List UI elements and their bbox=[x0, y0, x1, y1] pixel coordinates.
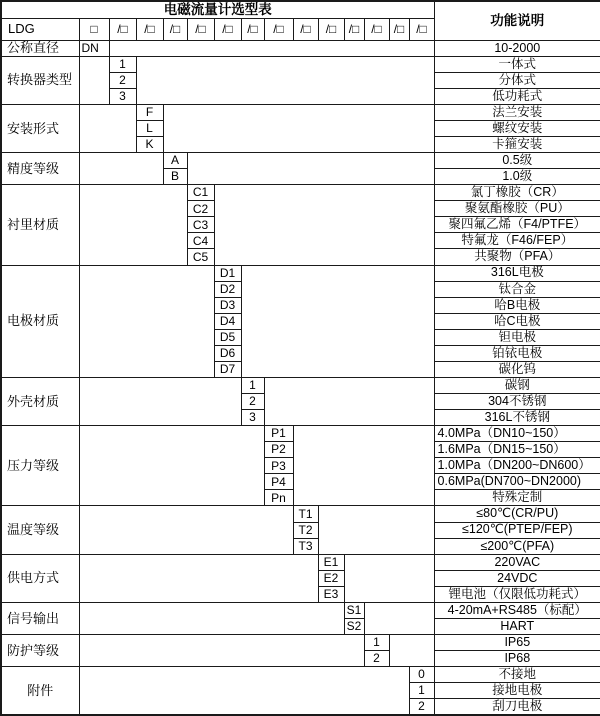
option-code: L bbox=[136, 120, 163, 136]
group-label: 外壳材质 bbox=[1, 377, 79, 425]
option-desc: 1.0级 bbox=[434, 169, 600, 185]
option-code: T3 bbox=[293, 538, 318, 554]
group-label: 温度等级 bbox=[1, 506, 79, 554]
option-desc: 1.0MPa（DN200~DN600） bbox=[434, 458, 600, 474]
option-desc: 一体式 bbox=[434, 56, 600, 72]
spacer-cell bbox=[79, 426, 264, 506]
spacer-cell bbox=[364, 602, 434, 634]
model-slot: /□ bbox=[109, 18, 136, 40]
model-slot: /□ bbox=[214, 18, 241, 40]
spacer-cell bbox=[344, 554, 434, 602]
option-code: 1 bbox=[241, 377, 264, 393]
option-desc: 220VAC bbox=[434, 554, 600, 570]
option-code: DN bbox=[79, 40, 109, 56]
model-slot: /□ bbox=[187, 18, 214, 40]
option-desc: 聚氨酯橡胶（PU） bbox=[434, 201, 600, 217]
spacer-cell bbox=[136, 56, 434, 104]
option-desc: 分体式 bbox=[434, 72, 600, 88]
option-code: T1 bbox=[293, 506, 318, 522]
group-label: 附件 bbox=[1, 667, 79, 715]
option-code: C2 bbox=[187, 201, 214, 217]
option-code: E2 bbox=[318, 570, 344, 586]
option-code: 2 bbox=[109, 72, 136, 88]
spacer-cell bbox=[79, 265, 214, 377]
spacer-cell bbox=[214, 185, 434, 265]
option-code: D6 bbox=[214, 345, 241, 361]
option-desc: 碳钢 bbox=[434, 377, 600, 393]
option-desc: 1.6MPa（DN15~150） bbox=[434, 442, 600, 458]
model-slot: /□ bbox=[163, 18, 187, 40]
option-desc: HART bbox=[434, 618, 600, 634]
option-desc: 4-20mA+RS485（标配） bbox=[434, 602, 600, 618]
model-first-box: □ bbox=[79, 18, 109, 40]
table-body bbox=[1, 1, 600, 715]
option-desc: 碳化钨 bbox=[434, 361, 600, 377]
option-desc: 共聚物（PFA） bbox=[434, 249, 600, 265]
option-desc: 0.6MPa(DN700~DN2000) bbox=[434, 474, 600, 490]
spacer-cell bbox=[79, 602, 344, 634]
spacer-cell bbox=[241, 265, 434, 377]
option-desc: 接地电极 bbox=[434, 683, 600, 699]
option-code: 0 bbox=[409, 667, 434, 683]
option-code: D1 bbox=[214, 265, 241, 281]
option-desc: 特氟龙（F46/FEP） bbox=[434, 233, 600, 249]
option-desc: ≤120℃(PTEP/FEP) bbox=[434, 522, 600, 538]
option-desc: 锂电池（仅限低功耗式） bbox=[434, 586, 600, 602]
spacer-cell bbox=[79, 554, 318, 602]
spacer-cell bbox=[293, 426, 434, 506]
option-desc: 0.5级 bbox=[434, 153, 600, 169]
option-desc: 铂铱电极 bbox=[434, 345, 600, 361]
option-code: S2 bbox=[344, 618, 364, 634]
spacer-cell bbox=[79, 153, 163, 185]
spacer-cell bbox=[109, 40, 434, 56]
option-desc: 聚四氟乙烯（F4/PTFE） bbox=[434, 217, 600, 233]
option-desc: 4.0MPa（DN10~150） bbox=[434, 426, 600, 442]
group-label-diameter: 公称直径 bbox=[1, 40, 79, 56]
option-desc: 316L电极 bbox=[434, 265, 600, 281]
spacer-cell bbox=[79, 56, 109, 104]
option-code: P3 bbox=[264, 458, 293, 474]
option-code: 2 bbox=[409, 699, 434, 715]
spacer-cell bbox=[187, 153, 434, 185]
option-code: 1 bbox=[364, 634, 389, 650]
option-desc: IP68 bbox=[434, 651, 600, 667]
option-desc: 24VDC bbox=[434, 570, 600, 586]
option-desc: 钛合金 bbox=[434, 281, 600, 297]
option-code: D3 bbox=[214, 297, 241, 313]
group-label: 电极材质 bbox=[1, 265, 79, 377]
option-desc: 特殊定制 bbox=[434, 490, 600, 506]
option-code: T2 bbox=[293, 522, 318, 538]
option-desc: ≤200℃(PFA) bbox=[434, 538, 600, 554]
group-label: 压力等级 bbox=[1, 426, 79, 506]
option-code: Pn bbox=[264, 490, 293, 506]
option-desc: 钽电极 bbox=[434, 329, 600, 345]
option-code: F bbox=[136, 104, 163, 120]
option-desc: 卡箍安装 bbox=[434, 137, 600, 153]
option-desc: 螺纹安装 bbox=[434, 120, 600, 136]
spacer-cell bbox=[79, 377, 241, 425]
option-code: P1 bbox=[264, 426, 293, 442]
group-label: 精度等级 bbox=[1, 153, 79, 185]
option-code: C3 bbox=[187, 217, 214, 233]
model-slot: /□ bbox=[241, 18, 264, 40]
option-code: D2 bbox=[214, 281, 241, 297]
option-desc: 316L不锈钢 bbox=[434, 410, 600, 426]
option-code: P2 bbox=[264, 442, 293, 458]
option-code: D5 bbox=[214, 329, 241, 345]
model-prefix: LDG bbox=[1, 18, 79, 40]
spacer-cell bbox=[79, 185, 187, 265]
option-desc: 哈C电极 bbox=[434, 313, 600, 329]
model-slot: /□ bbox=[264, 18, 293, 40]
option-code: B bbox=[163, 169, 187, 185]
model-slot: /□ bbox=[389, 18, 409, 40]
spacer-cell bbox=[79, 667, 409, 715]
option-code: C1 bbox=[187, 185, 214, 201]
option-desc: 低功耗式 bbox=[434, 88, 600, 104]
option-code: E3 bbox=[318, 586, 344, 602]
option-desc: 法兰安装 bbox=[434, 104, 600, 120]
option-code: 3 bbox=[109, 88, 136, 104]
option-desc: 哈B电极 bbox=[434, 297, 600, 313]
spacer-cell bbox=[163, 104, 434, 152]
group-label: 供电方式 bbox=[1, 554, 79, 602]
model-slot: /□ bbox=[364, 18, 389, 40]
spacer-cell bbox=[264, 377, 434, 425]
option-code: C4 bbox=[187, 233, 214, 249]
option-desc: 氯丁橡胶（CR） bbox=[434, 185, 600, 201]
option-desc: 10-2000 bbox=[434, 40, 600, 56]
option-code: 2 bbox=[364, 651, 389, 667]
page-title: 电磁流量计选型表 bbox=[1, 1, 434, 18]
model-slot: /□ bbox=[136, 18, 163, 40]
spacer-cell bbox=[318, 506, 434, 554]
group-label: 信号输出 bbox=[1, 602, 79, 634]
option-code: D4 bbox=[214, 313, 241, 329]
model-slot: /□ bbox=[293, 18, 318, 40]
group-label: 衬里材质 bbox=[1, 185, 79, 265]
option-code: K bbox=[136, 137, 163, 153]
spacer-cell bbox=[79, 634, 364, 666]
option-code: A bbox=[163, 153, 187, 169]
spacer-cell bbox=[79, 506, 293, 554]
model-slot: /□ bbox=[344, 18, 364, 40]
option-desc: 不接地 bbox=[434, 667, 600, 683]
option-code: 1 bbox=[109, 56, 136, 72]
option-code: E1 bbox=[318, 554, 344, 570]
option-code: C5 bbox=[187, 249, 214, 265]
group-label: 转换器类型 bbox=[1, 56, 79, 104]
option-desc: IP65 bbox=[434, 634, 600, 650]
option-code: 1 bbox=[409, 683, 434, 699]
option-code: D7 bbox=[214, 361, 241, 377]
option-desc: 刮刀电极 bbox=[434, 699, 600, 715]
spacer-cell bbox=[79, 104, 136, 152]
option-code: S1 bbox=[344, 602, 364, 618]
option-desc: 304不锈钢 bbox=[434, 394, 600, 410]
model-slot: /□ bbox=[409, 18, 434, 40]
group-label: 防护等级 bbox=[1, 634, 79, 666]
option-desc: ≤80℃(CR/PU) bbox=[434, 506, 600, 522]
function-column-header: 功能说明 bbox=[434, 1, 600, 40]
model-slot: /□ bbox=[318, 18, 344, 40]
spacer-cell bbox=[389, 634, 434, 666]
option-code: 3 bbox=[241, 410, 264, 426]
option-code: 2 bbox=[241, 394, 264, 410]
group-label: 安装形式 bbox=[1, 104, 79, 152]
option-code: P4 bbox=[264, 474, 293, 490]
